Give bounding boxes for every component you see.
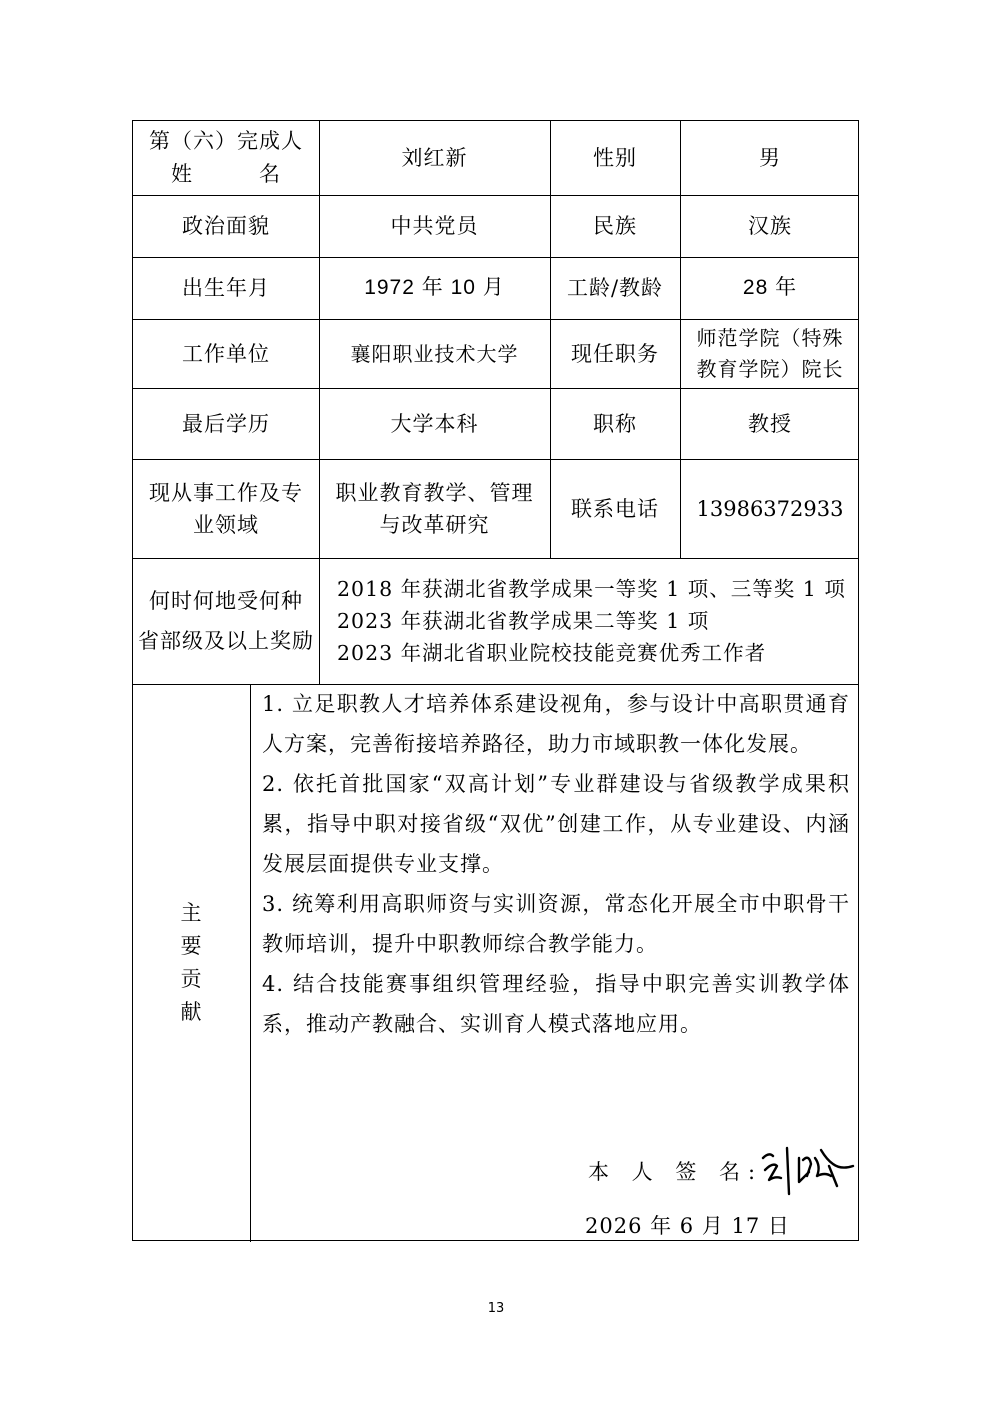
name-label-line1: 第（六）完成人: [149, 129, 303, 153]
contribution-item: 3. 统筹利用高职师资与实训资源，常态化开展全市中职骨干教师培训，提升中职教师综合教学能力。: [262, 892, 850, 956]
awards-value: [319, 558, 860, 684]
seniority-label: 工龄/教龄: [566, 276, 664, 300]
contributions-text: [258, 684, 856, 1044]
award-item: 2023 年获湖北省教学成果二等奖 1 项: [337, 609, 710, 633]
gender-value: 男: [759, 146, 781, 170]
signing-date: 2026 年 6 月 17 日: [585, 1214, 790, 1238]
contributions-label-char: 主: [180, 901, 203, 925]
contribution-item: 1. 立足职教人才培养体系建设视角，参与设计中高职贯通育人方案，完善衔接培养路径，助力市域职教一体化发展。: [262, 692, 850, 756]
award-item: 2018 年获湖北省教学成果一等奖 1 项、三等奖 1 项: [337, 577, 846, 601]
work-field-label-line2: 业领域: [193, 512, 259, 537]
award-item: 2023 年湖北省职业院校技能竞赛优秀工作者: [337, 641, 767, 665]
birth-date-value: 1972 年 10 月: [364, 276, 505, 299]
page-number: 13: [487, 1301, 505, 1316]
signature-label: 本 人 签 名:: [588, 1160, 764, 1184]
handwritten-signature-image: [759, 1136, 859, 1206]
name-label: [133, 121, 319, 195]
employer-label: 工作单位: [182, 341, 270, 366]
birth-date-label: 出生年月: [182, 276, 270, 300]
work-field-value-line1: 职业教育教学、管理: [335, 480, 534, 505]
political-status-value: 中共党员: [390, 214, 479, 238]
position-value-line2: 教育学院）院长: [696, 356, 844, 381]
work-field-label-line1: 现从事工作及专: [149, 480, 303, 505]
phone-label: 联系电话: [571, 496, 659, 521]
application-form-table: [132, 120, 859, 1241]
seniority-value: 28 年: [742, 276, 798, 299]
education-label: 最后学历: [182, 411, 270, 436]
awards-label-line2: 省部级及以上奖励: [138, 629, 314, 653]
position-value: [680, 319, 860, 388]
awards-label: [133, 558, 319, 684]
work-field-label: [133, 459, 319, 558]
contributions-label-char: 贡: [180, 967, 203, 991]
contribution-item: 4. 结合技能赛事组织管理经验，指导中职完善实训教学体系，推动产教融合、实训育人模式落地应用。: [262, 972, 850, 1036]
work-field-value: [319, 459, 550, 558]
signature-row: [588, 1136, 859, 1206]
education-value: 大学本科: [390, 411, 479, 436]
gender-label: 性别: [593, 146, 637, 170]
contribution-item: 2. 依托首批国家“双高计划”专业群建设与省级教学成果积累，指导中职对接省级“双优”创建工作，从专业建设、内涵发展层面提供专业支撑。: [262, 772, 850, 876]
political-status-label: 政治面貌: [182, 214, 270, 238]
work-field-value-line2: 与改革研究: [379, 512, 490, 537]
name-value: 刘红新: [401, 146, 468, 170]
awards-label-line1: 何时何地受何种: [149, 589, 303, 613]
employer-value: 襄阳职业技术大学: [350, 341, 519, 366]
name-label-line2: 姓 名: [171, 162, 281, 186]
phone-value: 13986372933: [696, 496, 844, 521]
position-value-line1: 师范学院（特殊: [696, 325, 844, 350]
ethnicity-label: 民族: [593, 214, 637, 238]
contributions-label-char: 要: [180, 934, 203, 958]
position-label: 现任职务: [571, 341, 659, 366]
ethnicity-value: 汉族: [748, 214, 792, 238]
contributions-label: [133, 684, 250, 1242]
professional-title-label: 职称: [593, 411, 637, 436]
contributions-label-char: 献: [180, 1000, 203, 1024]
professional-title-value: 教授: [748, 411, 792, 436]
